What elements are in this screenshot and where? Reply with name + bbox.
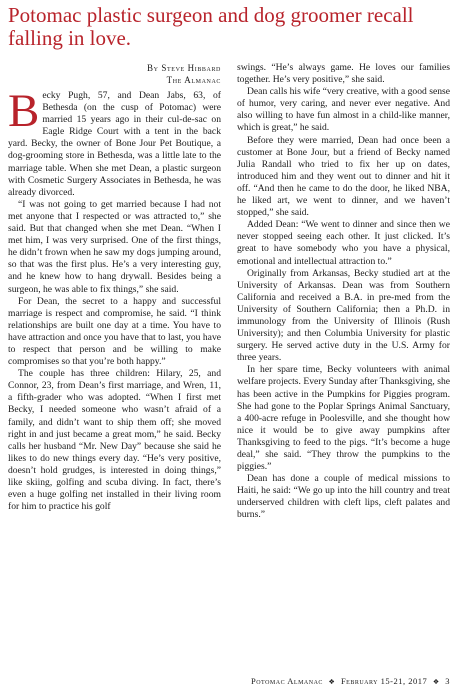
footer-date: February 15-21, 2017 (340, 676, 428, 686)
page-footer (200, 676, 450, 686)
paragraph: In her spare time, Becky volunteers with animal welfare projects. Every Sunday after Thanksgiving, she has been active in the Pumpkins for Piggies program. She had gone to the Poplar Springs Animal Sanctuary, a 400-acre refuge in Poolesville, and she thought how nice it would be to give away pumpkins after Thanksgiving to feed to the pigs. “It’s become a huge deal,” she said. “They throw the pumpkins to the piggies.” (237, 364, 450, 473)
paragraph-text: ecky Pugh, 57, and Dean Jabs, 63, of Bethesda (on the cusp of Potomac) were married 15 years ago in their cul-de-sac on Eagle Ridge Court with a tent in the back yard. Becky, the owner of Bone Jour Pet Boutique, a dog-grooming store in Bethesda, was a little late to the marriage table. When she met Dean, a plastic surgeon with Cosmetic Surgery Associates in Bethesda, he was already divorced. (8, 90, 221, 198)
byline-author: By Steve Hibbard (147, 63, 221, 73)
page-number: 3 (445, 676, 450, 686)
footer-publication: Potomac Almanac (250, 676, 323, 686)
left-column (8, 62, 221, 668)
drop-cap: B (8, 85, 40, 137)
paragraph: Dean has done a couple of medical missions to Haiti, he said: “We go up into the hill country and treat underserved children with cleft lips, cleft palates and burns.” (237, 473, 450, 521)
paragraph: Before they were married, Dean had once been a customer at Bone Jour, but a friend of Becky named Julia Randall who tried to fix her up on dates, introduced him and they went out to dinner and hit it off. “And then he came to do the door, he liked NBA, he liked art, we went to dinner, and we haven’t stopped,” she said. (237, 134, 450, 219)
byline-publication: The Almanac (166, 75, 221, 85)
paragraph: Originally from Arkansas, Becky studied art at the University of Arkansas. Dean was from Southern California and received a B.A. in pre-med from the University of Southern California; then a Ph.D. in immunology from the University of Illinois (Rush University); and then Columbia University for plastic surgery. He served active duty in the U.S. Army for three years. (237, 267, 450, 364)
article-body (8, 62, 452, 668)
paragraph: The couple has three children: Hilary, 25, and Connor, 23, from Dean’s first marriage, and Wren, 11, a fifth-grader who was adopted. “When I first met Becky, I needed someone who wasn’t afraid of a family, and didn’t want to ship them off; she moved right in and just became a great mom,” he said. Becky calls her husband “Mr. New Day” because she said he likes to do new things every day. “He’s very positive, doesn’t hold grudges, is interested in doing things,” like skiing, golfing and scuba diving. In fact, there’s even a huge golfing net installed in their living room for him to practice his golf (8, 368, 221, 513)
paragraph: “I was not going to get married because I had not met anyone that I respected or was attracted to,” she said. But that changed when she met Dean. “When I met him, I was very surprised. One of the first things, he didn’t frown when he saw my dogs jumping around, so that was the first plus. He’s a very interesting guy, and he knew how to hang drywall. Besides being a surgeon, he was able to fix things,” she said. (8, 198, 221, 295)
byline (8, 62, 221, 86)
paragraph: Added Dean: “We went to dinner and since then we never stopped seeing each other. It just clicked. It’s great to have somebody who you have a physical, emotional and intellectual attraction to.” (237, 219, 450, 267)
headline: Potomac plastic surgeon and dog groomer recall falling in love. (8, 3, 414, 50)
paragraph: Dean calls his wife “very creative, with a good sense of humor, very caring, and never ever negative. And also willing to have fun almost in a child-like manner, which is great,” he said. (237, 86, 450, 134)
diamond-separator-icon: ❖ (328, 678, 336, 686)
paragraph: For Dean, the secret to a happy and successful marriage is respect and compromise, he said. “I think relationships are built one day at a time. You have to have attraction and once you have that to last, you have to respect that person and be willing to make compromises so that you’re both happy.” (8, 295, 221, 368)
diamond-separator-icon: ❖ (432, 678, 440, 686)
right-column (237, 62, 450, 668)
paragraph (8, 85, 221, 199)
paragraph: swings. “He’s always game. He loves our families together. He’s very positive,” she said. (237, 62, 450, 86)
